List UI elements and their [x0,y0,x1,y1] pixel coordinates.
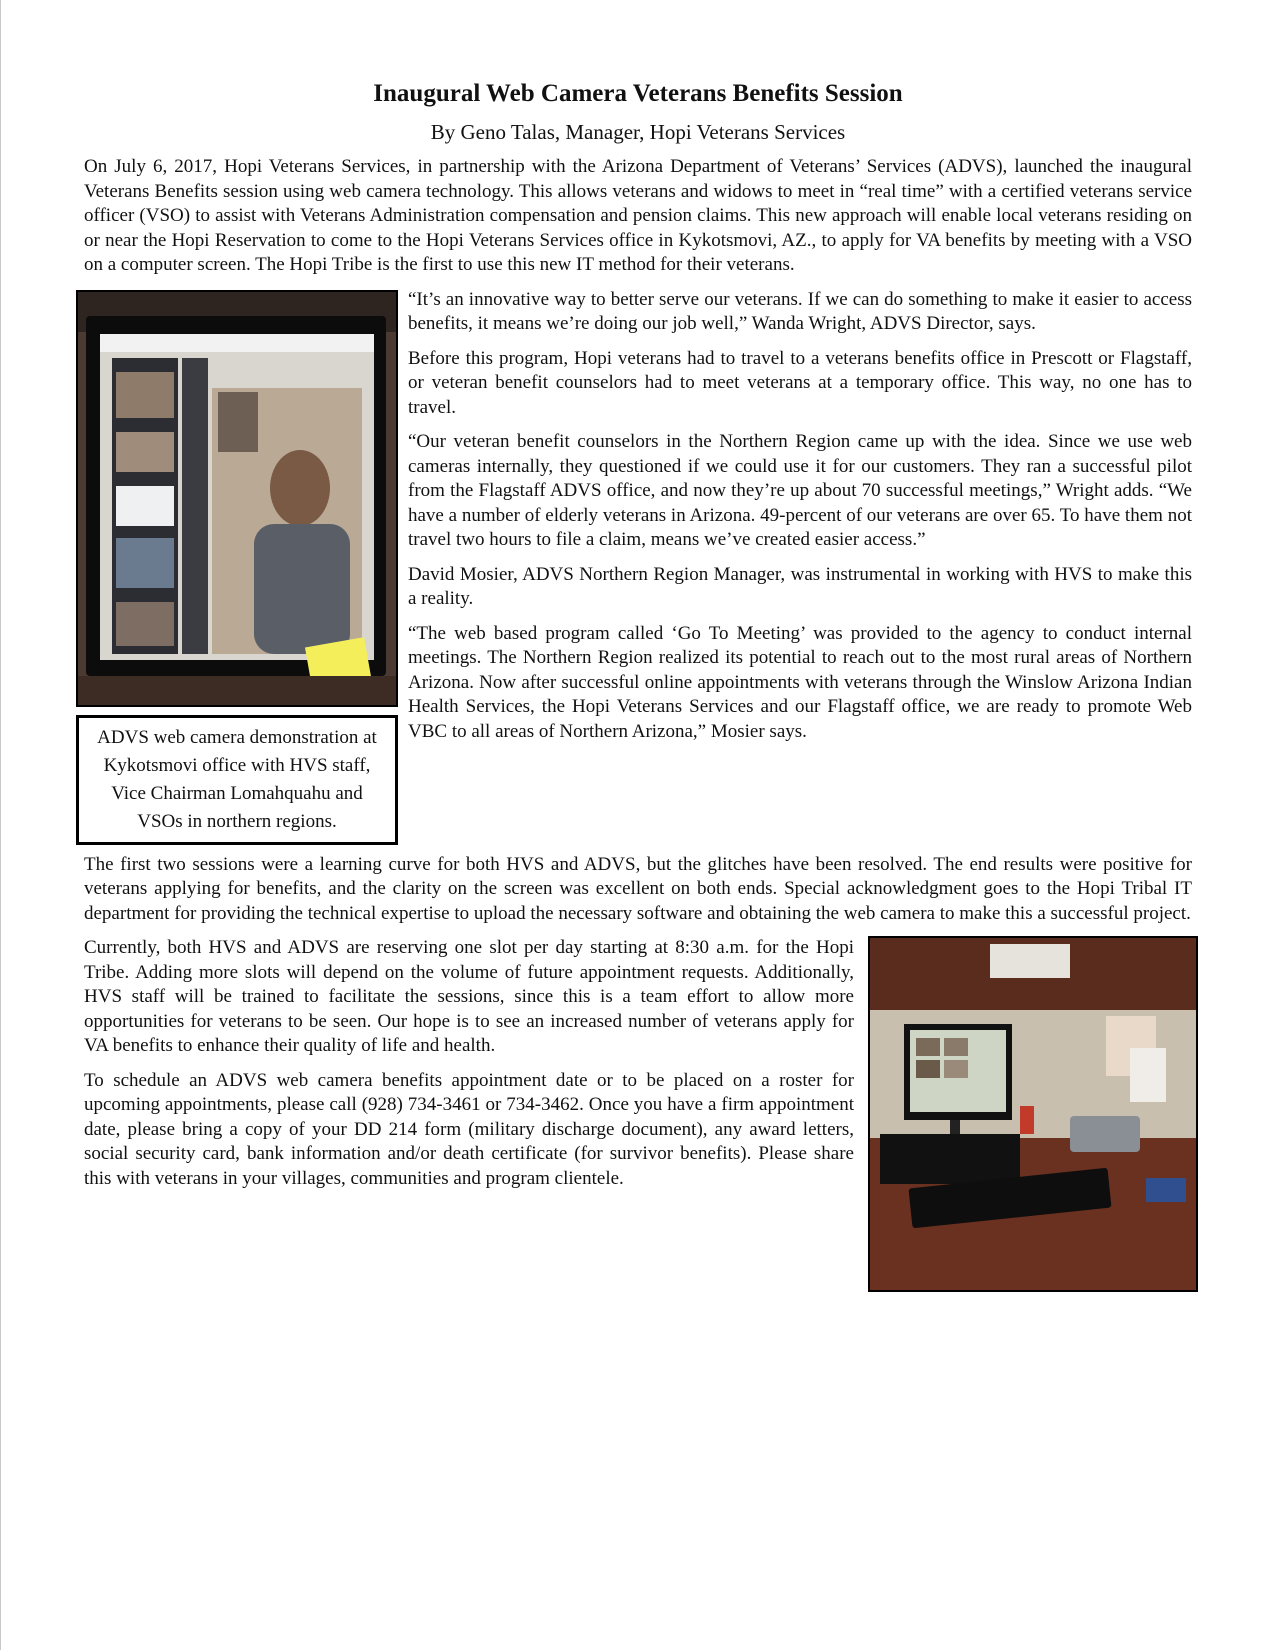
webcam-monitor-photo [76,290,398,707]
paragraph-3: Before this program, Hopi veterans had to travel to a veterans benefits office in Prescott or Flagstaff, or veteran benefit counselors had to meet veterans at a temporary office. This way, no one has to travel. [408,347,1192,418]
webcam-monitor-photo-art [78,292,396,705]
paragraph-2: “It’s an innovative way to better serve our veterans. If we can do something to make it easier to access benefits, it means we’re doing our job well,” Wanda Wright, ADVS Director, says. [408,288,1192,334]
article-byline: By Geno Talas, Manager, Hopi Veterans Services [430,120,846,144]
article-title: Inaugural Web Camera Veterans Benefits Session [373,80,903,107]
left-figure [76,290,398,845]
paragraph-8: Currently, both HVS and ADVS are reserving one slot per day starting at 8:30 a.m. for the Hopi Tribe. Adding more slots will depend on the volume of future appointment requests. Additionally, HVS staff will be trained to facilitate the sessions, since this is a team effort to allow more opportunities for veterans to be seen. Our hope is to see an increased number of veterans apply for VA benefits to enhance their quality of life and health. [84,937,854,1056]
paragraph-6: “The web based program called ‘Go To Meeting’ was provided to the agency to conduct internal meetings. The Northern Region realized its potential to reach out to the most rural areas of Northern Arizona. Now after successful online appointments with veterans through the Winslow Arizona Indian Health Services, the Hopi Veterans Services and our Flagstaff office, we are ready to promote Web VBC to all areas of Northern Arizona,” Mosier says. [408,622,1192,742]
paragraph-4: “Our veteran benefit counselors in the Northern Region came up with the idea. Since we use web cameras internally, they questioned if we could use it for our customers. They ran a successful pilot from the Flagstaff ADVS office, and now they’re up about 70 successful meetings,” Wright adds. “We have a number of elderly veterans in Arizona. 49-percent of our veterans are over 65. To have them not travel two hours to file a claim, means we’ve created easier access.” [408,431,1192,550]
photo-caption: ADVS web camera demonstration at Kykotsmovi office with HVS staff, Vice Chairman Lomahquahu and VSOs in northern regions. [76,715,398,845]
paragraph-7: The first two sessions were a learning curve for both HVS and ADVS, but the glitches have been resolved. The end results were positive for veterans applying for benefits, and the clarity on the screen was excellent on both ends. Special acknowledgment goes to the Hopi Tribal IT department for providing the technical expertise to upload the necessary software and obtaining the web camera to make this a successful project. [84,853,1192,924]
office-desk-photo [868,936,1198,1292]
office-desk-photo-art [870,938,1196,1290]
article [84,80,1192,1298]
page-edge [0,0,1,1650]
paragraph-1: On July 6, 2017, Hopi Veterans Services, in partnership with the Arizona Department of Veterans’ Services (ADVS), launched the inaugural Veterans Benefits session using web camera technology. This allows veterans and widows to meet in “real time” with a certified veterans service officer (VSO) to assist with Veterans Administration compensation and pension claims. This new approach will enable local veterans residing on or near the Hopi Reservation to come to the Hopi Veterans Services office in Kykotsmovi, AZ., to apply for VA benefits by meeting with a VSO on a computer screen. The Hopi Tribe is the first to use this new IT method for their veterans. [84,156,1192,275]
paragraph-5: David Mosier, ADVS Northern Region Manager, was instrumental in working with HVS to make this a reality. [408,563,1192,609]
paragraph-9: To schedule an ADVS web camera benefits appointment date or to be placed on a roster for upcoming appointments, please call (928) 734-3461 or 734-3462. Once you have a firm appointment date, please bring a copy of your DD 214 form (military discharge document), any award letters, social security card, bank information and/or death certificate (for survivor benefits). Please share this with veterans in your villages, communities and program clientele. [84,1069,854,1189]
